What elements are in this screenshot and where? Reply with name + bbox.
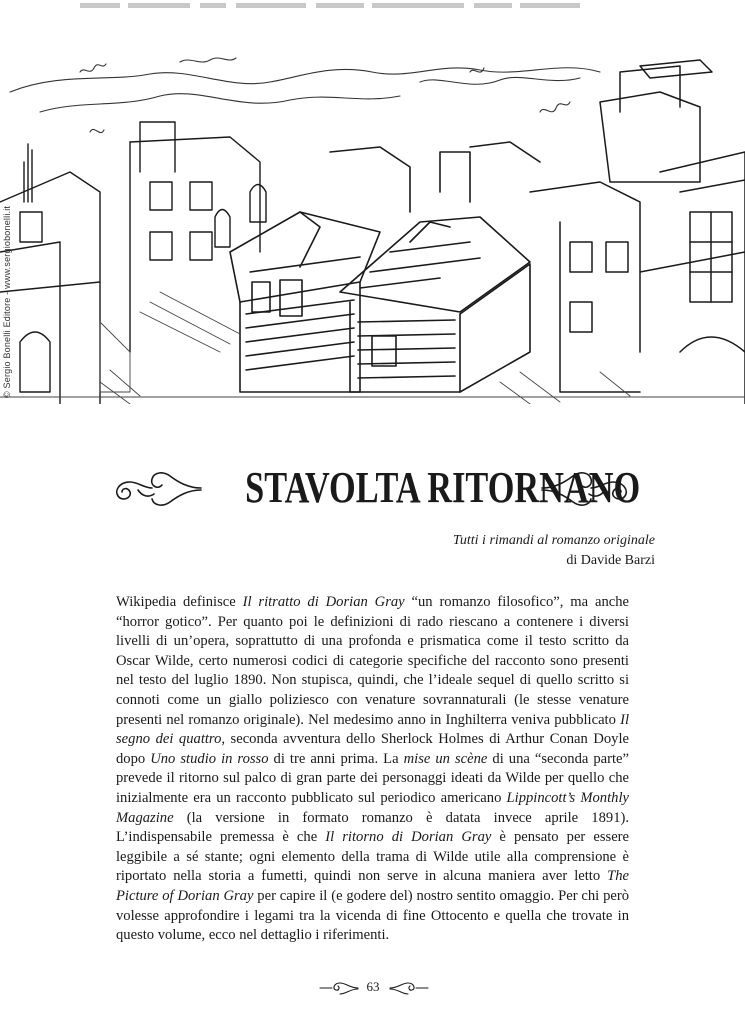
city-rooftops-illustration [0,52,745,404]
right-flourish-icon [540,466,635,510]
page-number: 63 [366,979,380,994]
italic-title-ref: The Picture of Dorian Gray [116,868,629,904]
italic-title-ref: Il ritorno di Dorian Gray [325,829,492,846]
article-body [116,593,629,946]
body-text-run: , seconda avventura dello Sherlock Holmes di Arthur Conan Doyle dopo [116,731,629,767]
italic-title-ref: Il ritratto di Dorian Gray [242,594,405,610]
article-subtitle: Tutti i rimandi al romanzo originale [452,533,655,548]
italic-title-ref: Uno studio in rosso [150,750,269,767]
body-text-run: Wikipedia definisce [116,594,243,610]
body-text-run: “un romanzo filosofico”, ma anche “horror gotico”. Per quanto poi le definizioni di rado riescano a contenere i diversi livelli di un’opera, soprattutto di una profonda e prismatica come il testo scritto da Oscar Wilde, certo numerosi codici di categorie specifiche del racconto sono presenti nel testo del luglio 1890. Non stupisca, quindi, che l’ideale sequel di quello scritto si connoti come un giallo poliziesco con venature sovrannaturali (le stesse venature presenti nel romanzo originale). Nel medesimo anno in Inghilterra veniva pubblicato [116,594,630,728]
copyright-credit: © Sergio Bonelli Editore - www.sergiobonelli.it [2,205,12,398]
body-text-run: è pensato per essere leggibile a sé stante; ogni elemento della trama di Wilde utile alla comprensione è riportato nella storia a fumetti, quindi non serve in alcuna maniera aver letto [116,829,630,885]
left-flourish-icon [108,466,203,510]
italic-title-ref: Lippincott’s Monthly Magazine [116,789,629,826]
body-text-run: di una “seconda parte” prevede il ritorno sul palco di gran parte dei personaggi ideati da Wilde per quello che inizialmente era un racconto pubblicato sul periodico americano [116,750,630,806]
footer-right-flourish-icon [388,980,430,996]
article-header [0,452,745,522]
italic-title-ref: mise un scène [403,750,488,767]
page-footer [0,976,745,1000]
italic-title-ref: Il segno dei quattro [116,711,629,748]
article-byline [453,531,655,571]
article-author: di Davide Barzi [566,553,655,568]
article-title: STAVOLTA RITORNANO [245,463,641,512]
body-text-run: per capire il (e godere del) nostro sentito omaggio. Per chi però volesse approfondire i legami tra la vicenda di fine Ottocento e quella che trovate in questo volume, ecco nel dettaglio i riferimenti. [116,887,629,944]
body-text-run: di tre anni prima. La [268,750,404,767]
bottom-edge-strip [0,1016,745,1024]
body-text-run: (la versione in formato romanzo è datata invece aprile 1891). L’indispensabile premessa è che [116,809,629,846]
body-paragraph [116,593,629,946]
top-edge-strip [0,0,745,14]
footer-left-flourish-icon [318,980,360,996]
